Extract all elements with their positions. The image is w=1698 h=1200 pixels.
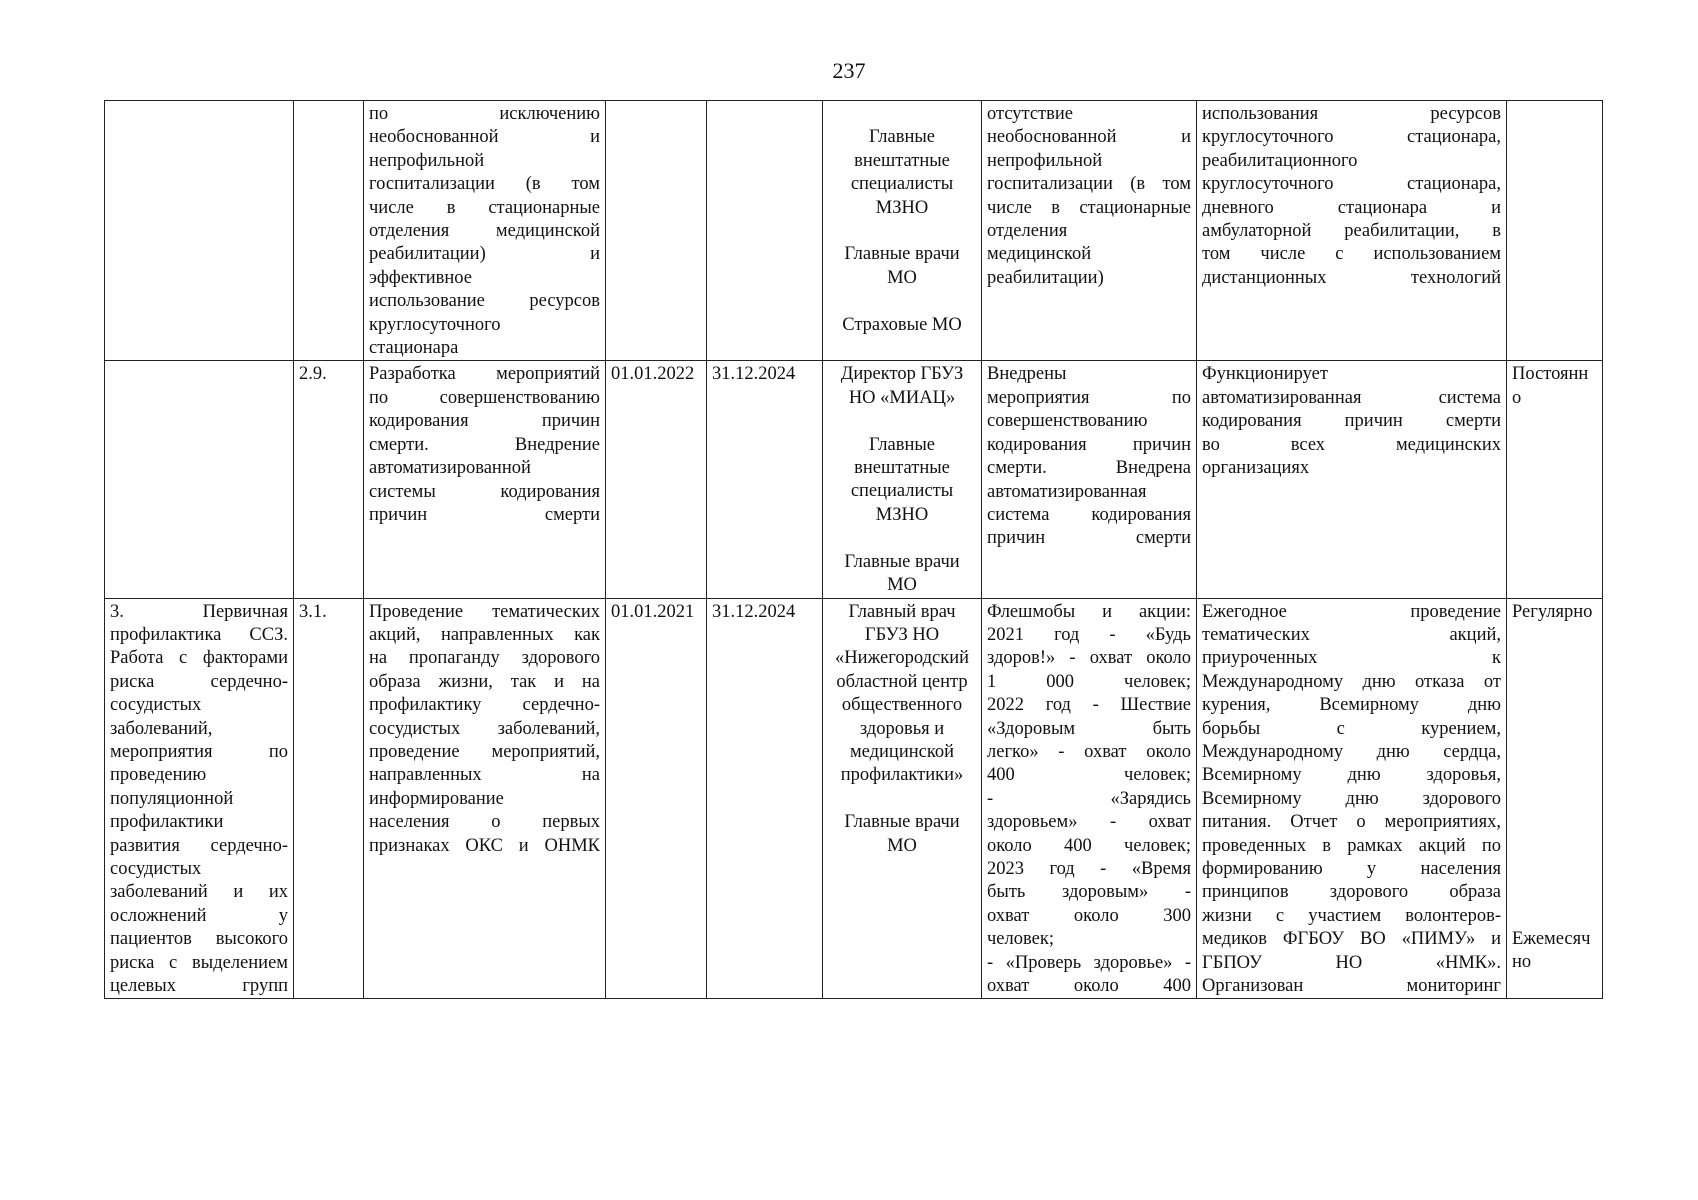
cell-line: мероприятия по bbox=[987, 387, 1191, 408]
cell-line: стационара bbox=[369, 338, 459, 359]
cell-line: 2023 год - «Время bbox=[987, 858, 1191, 879]
cell-line: Главные врачи bbox=[844, 244, 960, 265]
cell-line: НО «МИАЦ» bbox=[848, 387, 956, 408]
cell-line: здоров!» - охват около bbox=[987, 648, 1191, 669]
cell-text: 01.01.2022 bbox=[611, 364, 695, 385]
cell-end-date bbox=[707, 101, 823, 361]
cell-line: приуроченных к bbox=[1202, 648, 1501, 669]
cell-line: Главный врач bbox=[848, 601, 956, 622]
cell-line: числе в стационарные bbox=[369, 197, 600, 218]
cell-line: здоровьем» - охват bbox=[987, 812, 1191, 833]
cell-line: 3. Первичная bbox=[110, 601, 288, 622]
cell-event bbox=[364, 101, 606, 361]
cell-frequency bbox=[1507, 598, 1603, 999]
cell-line: жизни с участием волонтеров- bbox=[1202, 905, 1501, 926]
cell-event bbox=[364, 598, 606, 999]
cell-line: Международному дню отказа от bbox=[1202, 671, 1501, 692]
cell-line: Главные bbox=[868, 434, 936, 455]
cell-line: - «Проверь здоровье» - bbox=[987, 952, 1191, 973]
cell-line: по совершенствованию bbox=[369, 387, 600, 408]
cell-line: охват около 300 bbox=[987, 905, 1191, 926]
plan-table bbox=[104, 100, 1603, 999]
cell-number bbox=[294, 598, 364, 999]
cell-line: Регулярно bbox=[1512, 601, 1593, 622]
cell-responsible bbox=[823, 598, 982, 999]
cell-line: МО bbox=[887, 575, 917, 596]
cell-line: непрофильной bbox=[987, 150, 1103, 171]
cell-line: риска с выделением bbox=[110, 952, 288, 973]
cell-line: тематических акций, bbox=[1202, 624, 1501, 645]
cell-line: автоматизированной bbox=[369, 458, 531, 479]
cell-result bbox=[982, 598, 1197, 999]
cell-line: сосудистых заболеваний, bbox=[369, 718, 600, 739]
cell-line: непрофильной bbox=[369, 150, 485, 171]
cell-line: информирование bbox=[369, 788, 504, 809]
cell-result bbox=[982, 101, 1197, 361]
cell-line: Ежемесяч bbox=[1512, 928, 1591, 949]
cell-indicator bbox=[1197, 101, 1507, 361]
cell-line: осложнений у bbox=[110, 905, 288, 926]
cell-frequency bbox=[1507, 101, 1603, 361]
table-row bbox=[105, 101, 1603, 361]
cell-line: быть здоровым» - bbox=[987, 882, 1191, 903]
cell-line: кодирования причин bbox=[987, 434, 1191, 455]
cell-line: Главные врачи bbox=[844, 812, 960, 833]
cell-line: реабилитации) и bbox=[369, 244, 600, 265]
cell-line: 2021 год - «Будь bbox=[987, 624, 1191, 645]
cell-line: целевых групп bbox=[110, 976, 288, 996]
cell-line: медиков ФГБОУ ВО «ПИМУ» и bbox=[1202, 929, 1501, 950]
cell-line: МО bbox=[887, 267, 917, 288]
cell-end-date bbox=[707, 361, 823, 598]
cell-line: круглосуточного стационара, bbox=[1202, 127, 1501, 148]
cell-start-date bbox=[606, 361, 707, 598]
cell-line: областной центр bbox=[836, 671, 968, 692]
cell-frequency bbox=[1507, 361, 1603, 598]
cell-line: госпитализации (в том bbox=[369, 174, 600, 195]
cell-line: признаках ОКС и ОНМК bbox=[369, 835, 600, 856]
cell-line: питания. Отчет о мероприятиях, bbox=[1202, 812, 1501, 833]
cell-line: заболеваний, bbox=[110, 718, 213, 739]
cell-line: Страховые МО bbox=[842, 314, 962, 335]
cell-line: Ежегодное проведение bbox=[1202, 601, 1501, 622]
cell-text: 31.12.2024 bbox=[712, 364, 796, 385]
cell-line: во всех медицинских bbox=[1202, 434, 1501, 455]
cell-line: профилактики bbox=[110, 812, 224, 833]
cell-line: автоматизированная система bbox=[1202, 387, 1501, 408]
cell-line: Главные врачи bbox=[844, 551, 960, 572]
cell-line: 2022 год - Шествие bbox=[987, 695, 1191, 716]
cell-line: МЗНО bbox=[875, 504, 929, 525]
cell-line: отделения bbox=[987, 221, 1068, 242]
cell-line: курения, Всемирному дню bbox=[1202, 695, 1501, 716]
cell-line: Директор ГБУЗ bbox=[840, 364, 964, 385]
page-number: 237 bbox=[832, 58, 866, 83]
cell-line: организациях bbox=[1202, 458, 1310, 479]
cell-line: «Нижегородский bbox=[834, 648, 970, 669]
cell-number bbox=[294, 361, 364, 598]
table-row bbox=[105, 361, 1603, 598]
cell-line: профилактика ССЗ. bbox=[110, 624, 288, 645]
cell-line: профилактику сердечно- bbox=[369, 695, 600, 716]
cell-line: круглосуточного bbox=[369, 314, 501, 335]
cell-line: Работа с факторами bbox=[110, 648, 288, 669]
cell-line: специалисты bbox=[850, 174, 954, 195]
cell-line: формированию у населения bbox=[1202, 858, 1501, 879]
cell-start-date bbox=[606, 598, 707, 999]
cell-indicator bbox=[1197, 598, 1507, 999]
cell-direction bbox=[105, 598, 294, 999]
cell-text: 2.9. bbox=[299, 364, 327, 385]
cell-line: внештатные bbox=[854, 150, 950, 171]
cell-line: по исключению bbox=[369, 104, 600, 124]
cell-line: профилактики» bbox=[840, 765, 964, 786]
cell-line: смерти. Внедрение bbox=[369, 434, 600, 455]
cell-line: эффективное bbox=[369, 267, 472, 288]
cell-indicator bbox=[1197, 361, 1507, 598]
cell-line: использование ресурсов bbox=[369, 291, 600, 312]
cell-line: сосудистых bbox=[110, 695, 202, 716]
cell-line: отсутствие bbox=[987, 104, 1073, 124]
cell-line: направленных на bbox=[369, 765, 600, 786]
cell-line: медицинской bbox=[987, 244, 1092, 265]
cell-direction bbox=[105, 361, 294, 598]
cell-line: 1 000 человек; bbox=[987, 671, 1191, 692]
cell-line: использования ресурсов bbox=[1202, 104, 1501, 124]
cell-line: необоснованной и bbox=[987, 127, 1191, 148]
cell-line: ГБУЗ НО bbox=[864, 624, 940, 645]
cell-line: Международному дню сердца, bbox=[1202, 741, 1501, 762]
cell-line: пациентов высокого bbox=[110, 929, 288, 950]
cell-line: реабилитационного bbox=[1202, 150, 1358, 171]
cell-line: МО bbox=[887, 835, 917, 856]
cell-start-date bbox=[606, 101, 707, 361]
cell-line: мероприятия по bbox=[110, 741, 288, 762]
cell-line: необоснованной и bbox=[369, 127, 600, 148]
cell-line: Организован мониторинг bbox=[1202, 976, 1501, 996]
cell-line: МЗНО bbox=[875, 197, 929, 218]
cell-line: специалисты bbox=[850, 481, 954, 502]
cell-line: проведение мероприятий, bbox=[369, 741, 600, 762]
cell-line: популяционной bbox=[110, 788, 234, 809]
cell-line: около 400 человек; bbox=[987, 835, 1191, 856]
cell-number bbox=[294, 101, 364, 361]
cell-line: реабилитации) bbox=[987, 267, 1104, 288]
cell-line: Флешмобы и акции: bbox=[987, 601, 1191, 622]
cell-line: Функционирует bbox=[1202, 364, 1328, 385]
cell-end-date bbox=[707, 598, 823, 999]
cell-line: внештатные bbox=[854, 458, 950, 479]
cell-line: Постоянн bbox=[1512, 364, 1589, 385]
cell-line: здоровья и bbox=[859, 718, 945, 739]
cell-line: амбулаторной реабилитации, в bbox=[1202, 221, 1501, 242]
cell-line: системы кодирования bbox=[369, 481, 600, 502]
cell-line: медицинской bbox=[849, 741, 955, 762]
cell-line: «Здоровым быть bbox=[987, 718, 1191, 739]
cell-line: о bbox=[1512, 387, 1522, 408]
cell-line: система кодирования bbox=[987, 504, 1191, 525]
cell-line: населения о первых bbox=[369, 812, 600, 833]
cell-line: человек; bbox=[987, 929, 1054, 950]
cell-line: числе в стационарные bbox=[987, 197, 1191, 218]
cell-line: развития сердечно- bbox=[110, 835, 288, 856]
table-row bbox=[105, 598, 1603, 999]
cell-line: Разработка мероприятий bbox=[369, 364, 600, 385]
cell-line: охват около 400 bbox=[987, 976, 1191, 996]
cell-line: Внедрены bbox=[987, 364, 1067, 385]
cell-line: но bbox=[1512, 952, 1532, 973]
cell-line: Главные bbox=[868, 127, 936, 148]
cell-line: акций, направленных как bbox=[369, 624, 600, 645]
cell-line: Проведение тематических bbox=[369, 601, 600, 622]
cell-line: Всемирному дню здоровья, bbox=[1202, 765, 1501, 786]
cell-text: 31.12.2024 bbox=[712, 601, 796, 622]
cell-line: риска сердечно- bbox=[110, 671, 288, 692]
cell-line: совершенствованию bbox=[987, 411, 1148, 432]
cell-line: борьбы с курением, bbox=[1202, 718, 1501, 739]
cell-text: 01.01.2021 bbox=[611, 601, 695, 622]
cell-line: сосудистых bbox=[110, 858, 202, 879]
cell-line: заболеваний и их bbox=[110, 882, 288, 903]
cell-direction bbox=[105, 101, 294, 361]
cell-line: дистанционных технологий bbox=[1202, 267, 1501, 288]
cell-line: причин смерти bbox=[987, 528, 1191, 549]
cell-result bbox=[982, 361, 1197, 598]
cell-line: 400 человек; bbox=[987, 765, 1191, 786]
cell-line: круглосуточного стационара, bbox=[1202, 174, 1501, 195]
cell-line: на пропаганду здорового bbox=[369, 648, 600, 669]
cell-line: проведенных в рамках акций по bbox=[1202, 835, 1501, 856]
cell-line: проведению bbox=[110, 765, 207, 786]
cell-line: Всемирному дню здорового bbox=[1202, 788, 1501, 809]
cell-line: том числе с использованием bbox=[1202, 244, 1501, 265]
cell-responsible bbox=[823, 101, 982, 361]
cell-line: автоматизированная bbox=[987, 481, 1147, 502]
cell-line: легко» - охват около bbox=[987, 741, 1191, 762]
cell-line: смерти. Внедрена bbox=[987, 458, 1191, 479]
cell-line: кодирования причин смерти bbox=[1202, 411, 1501, 432]
cell-line: дневного стационара и bbox=[1202, 197, 1501, 218]
cell-line: отделения медицинской bbox=[369, 221, 600, 242]
cell-text: 3.1. bbox=[299, 601, 327, 622]
cell-line: общественного bbox=[841, 695, 963, 716]
cell-responsible bbox=[823, 361, 982, 598]
cell-line: образа жизни, так и на bbox=[369, 671, 600, 692]
cell-event bbox=[364, 361, 606, 598]
cell-line: принципов здорового образа bbox=[1202, 882, 1501, 903]
cell-line: ГБПОУ НО «НМК». bbox=[1202, 952, 1501, 973]
cell-line: причин смерти bbox=[369, 504, 600, 525]
cell-line: - «Зарядись bbox=[987, 788, 1191, 809]
cell-line: госпитализации (в том bbox=[987, 174, 1191, 195]
cell-line: кодирования причин bbox=[369, 411, 600, 432]
